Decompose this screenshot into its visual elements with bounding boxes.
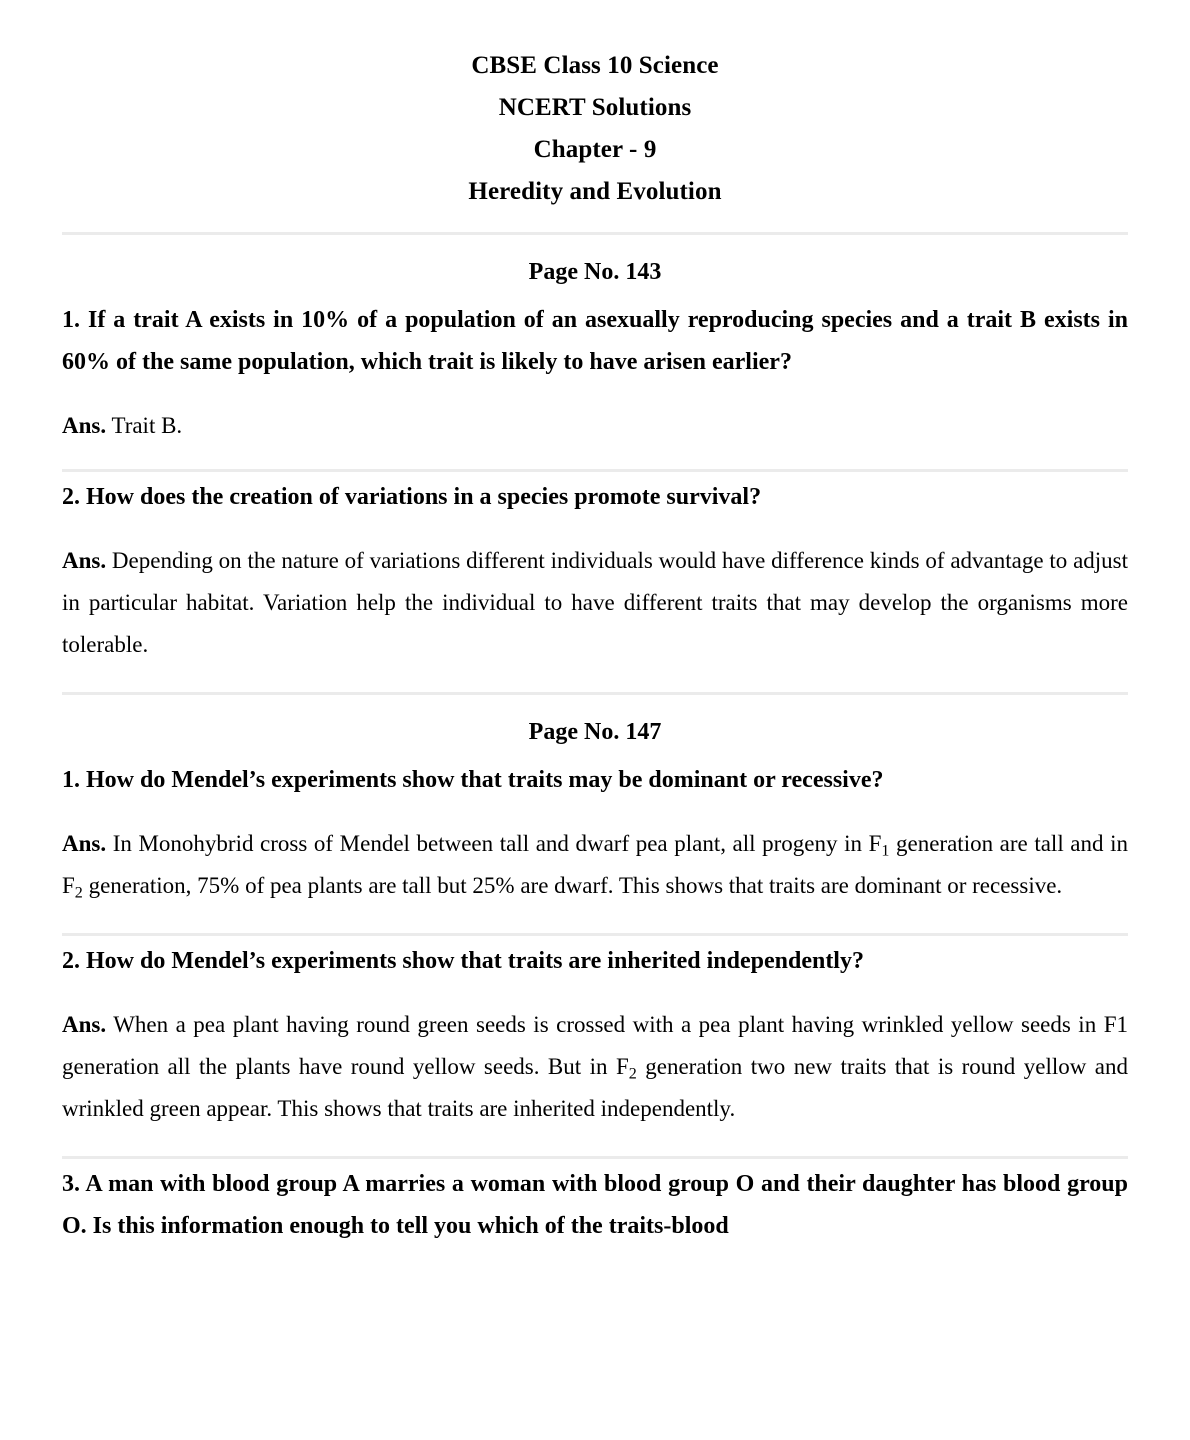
answer-body-part-2: generation two new traits that is round yellow and wrinkled green appear. This shows that traits are inherited independently. [62, 1054, 1129, 1121]
answer-text [62, 801, 1128, 929]
answer-body: Trait B. [111, 413, 183, 438]
title-line-1: CBSE Class 10 Science [471, 52, 719, 79]
answer-label: Ans. [62, 413, 107, 438]
question-text: 2. How do Mendel’s experiments show that traits are inherited independently? [62, 948, 864, 974]
section-page-147 [62, 695, 1128, 933]
answer-text [62, 982, 1128, 1152]
subscript-f2: 2 [628, 1065, 637, 1083]
question-text: 1. How do Mendel’s experiments show that traits may be dominant or recessive? [62, 767, 884, 793]
question-text: 1. If a trait A exists in 10% of a population of an asexually reproducing species and a trait B exists in 60% of the same population, which trait is likely to have arisen earlier? [62, 307, 1128, 375]
question-text: 3. A man with blood group A marries a woman with blood group O and their daughter has blood group O. Is this information enough to tell you which of the traits-blood [62, 1171, 1128, 1239]
question-text: 2. How does the creation of variations in a species promote survival? [62, 484, 762, 510]
subscript-f2: 2 [74, 884, 83, 902]
section-q2-page-147 [62, 936, 1128, 1156]
answer-body: Depending on the nature of variations different individuals would have difference kinds of advantage to adjust in particular habitat. Variation help the individual to have different traits that may develop the organisms more tolerable. [62, 548, 1129, 657]
answer-body-part-3: generation, 75% of pea plants are tall but 25% are dwarf. This shows that traits are dominant or recessive. [82, 873, 1063, 898]
subscript-f1: 1 [881, 842, 890, 860]
answer-label: Ans. [62, 548, 107, 573]
title-line-4: Heredity and Evolution [468, 178, 722, 205]
answer-label: Ans. [62, 1012, 107, 1037]
answer-body-part-1: In Monohybrid cross of Mendel between tall and dwarf pea plant, all progeny in F [112, 831, 882, 856]
section-q2-page-143 [62, 472, 1128, 692]
page-number-heading: Page No. 147 [528, 719, 662, 745]
title-line-3: Chapter - 9 [533, 136, 657, 163]
title-line-2: NCERT Solutions [498, 94, 692, 121]
answer-body-part-1: When a pea plant having round green seeds is crossed with a pea plant having wrinkled yellow seeds in F1 generation all the plants have round yellow seeds. But in F [62, 1012, 1128, 1079]
answer-body-part-2: generation are tall and in F [62, 831, 1128, 898]
section-page-143 [62, 235, 1128, 469]
page-title [62, 45, 1128, 213]
answer-text [62, 383, 1128, 469]
answer-text [62, 518, 1128, 688]
section-q3-page-147 [62, 1159, 1128, 1251]
page-number-heading: Page No. 143 [528, 259, 662, 285]
answer-label: Ans. [62, 831, 107, 856]
document-title-block [62, 0, 1128, 232]
